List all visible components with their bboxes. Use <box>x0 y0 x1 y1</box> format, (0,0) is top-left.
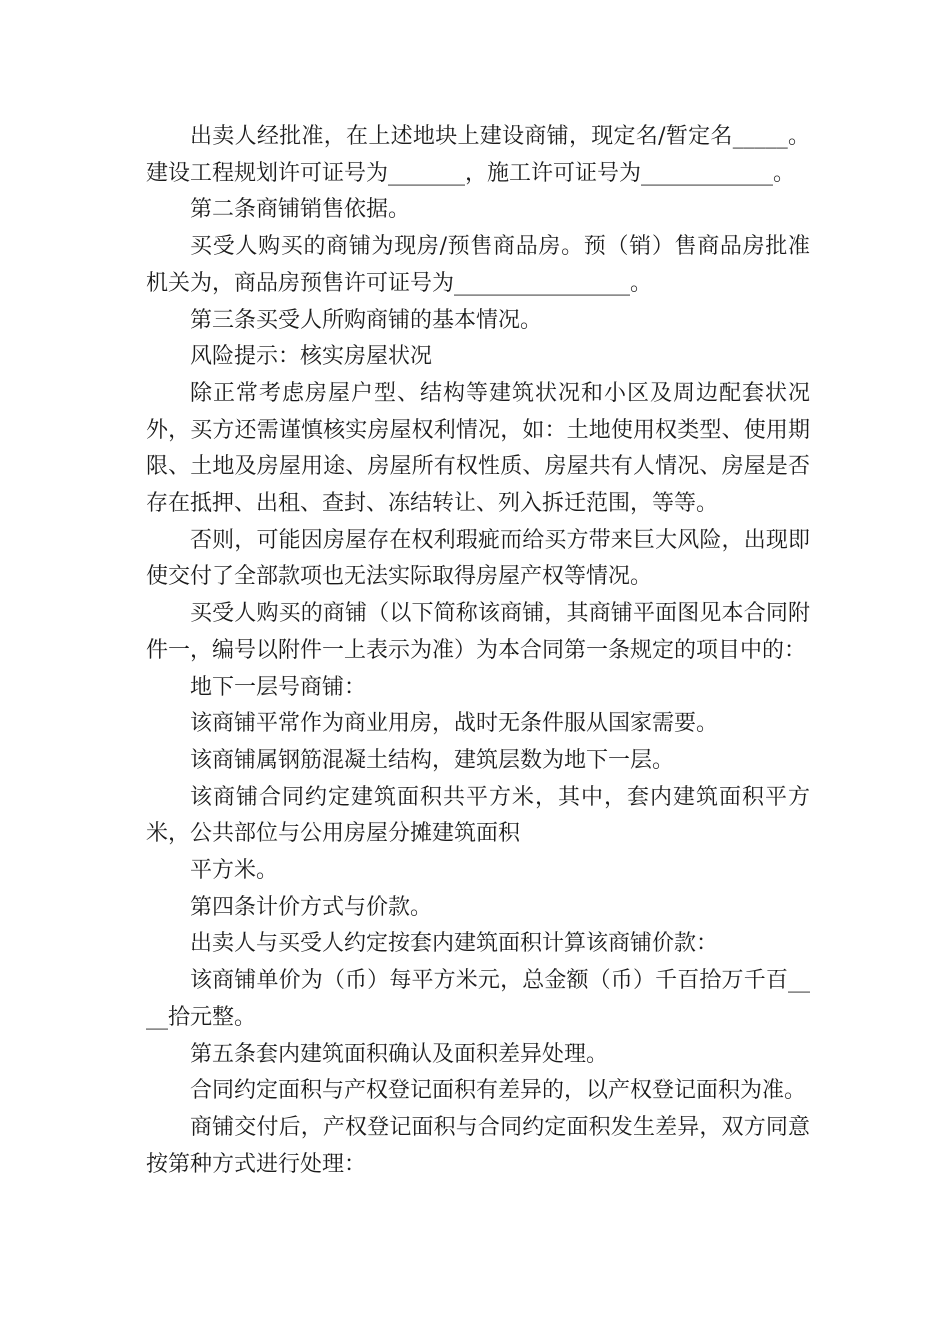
paragraph-shop-usage: 该商铺平常作为商业用房，战时无条件服从国家需要。 <box>190 711 719 737</box>
paragraph-naming-permits: 出卖人经批准，在上述地块上建设商铺，现定名/暂定名_____。建设工程规划许可证号为_______，施工许可证号为____________。 <box>146 124 810 186</box>
heading-article-5: 第五条套内建筑面积确认及面积差异处理。 <box>190 1041 609 1067</box>
heading-article-2: 第二条商铺销售依据。 <box>190 197 411 223</box>
paragraph-pricing-method: 出卖人与买受人约定按套内建筑面积计算该商铺价款： <box>190 931 719 957</box>
paragraph-risk-consequence: 否则，可能因房屋存在权利瑕疵而给买方带来巨大风险，出现即使交付了全部款项也无法实际取得房屋产权等情况。 <box>146 527 810 590</box>
risk-notice-title: 风险提示：核实房屋状况 <box>190 344 433 370</box>
paragraph-area-basis: 合同约定面积与产权登记面积有差异的，以产权登记面积为准。 <box>190 1078 807 1104</box>
heading-article-4: 第四条计价方式与价款。 <box>190 894 433 920</box>
paragraph-price-amount: 该商铺单价为（币）每平方米元，总金额（币）千百拾万千百____拾元整。 <box>146 968 810 1030</box>
paragraph-shop-area: 该商铺合同约定建筑面积共平方米，其中，套内建筑面积平方米，公共部位与公用房屋分摊建筑面积 <box>146 784 810 847</box>
paragraph-risk-details: 除正常考虑房屋户型、结构等建筑状况和小区及周边配套状况外，买方还需谨慎核实房屋权利情况，如：土地使用权类型、使用期限、土地及房屋用途、房屋所有权性质、房屋共有人情况、房屋是否存在抵押、出租、查封、冻结转让、列入拆迁范围，等等。 <box>146 380 810 517</box>
paragraph-shop-description: 买受人购买的商铺（以下简称该商铺，其商铺平面图见本合同附件一，编号以附件一上表示为准）为本合同第一条规定的项目中的： <box>146 601 810 663</box>
contract-document <box>146 119 810 1183</box>
paragraph-shop-structure: 该商铺属钢筋混凝土结构，建筑层数为地下一层。 <box>190 747 675 773</box>
paragraph-sales-basis: 买受人购买的商铺为现房/预售商品房。预（销）售商品房批准机关为，商品房预售许可证号为________________。 <box>146 234 810 296</box>
heading-article-3: 第三条买受人所购商铺的基本情况。 <box>190 307 543 333</box>
paragraph-shop-number: 地下一层号商铺： <box>190 674 367 700</box>
paragraph-area-unit: 平方米。 <box>190 858 279 884</box>
paragraph-area-difference: 商铺交付后，产权登记面积与合同约定面积发生差异，双方同意按第种方式进行处理： <box>146 1114 810 1177</box>
